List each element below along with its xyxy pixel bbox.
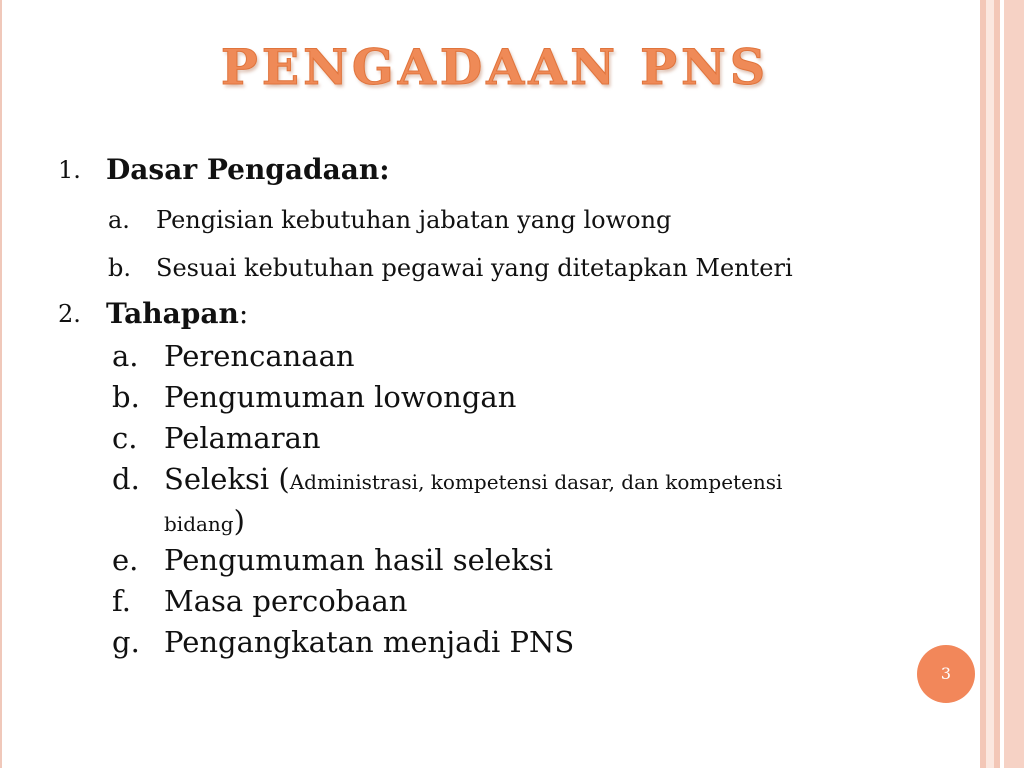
section-2-item-d-line1 — [164, 462, 782, 496]
section-2-number: 2. — [58, 300, 81, 328]
section-2-item-d-text: Seleksi ( — [164, 462, 290, 496]
section-2-item-g-marker: g. — [112, 625, 140, 659]
section-2-item-d-close: ) — [233, 504, 245, 538]
section-2-item-d-marker: d. — [112, 462, 140, 496]
section-1-item-b-marker: b. — [108, 254, 131, 282]
section-1-label: Dasar Pengadaan: — [106, 153, 390, 186]
section-2-item-d-line2 — [164, 504, 245, 538]
section-2-colon: : — [238, 297, 249, 330]
section-2-item-a-marker: a. — [112, 339, 139, 373]
section-2-item-c-marker: c. — [112, 421, 138, 455]
section-2-item-e-text: Pengumuman hasil seleksi — [164, 543, 553, 577]
section-2-item-a-text: Perencanaan — [164, 339, 355, 373]
section-2-item-g-text: Pengangkatan menjadi PNS — [164, 625, 575, 659]
section-2-item-b-marker: b. — [112, 380, 140, 414]
section-1-number: 1. — [58, 156, 81, 184]
left-border — [0, 0, 2, 768]
section-2-item-d-detail-1: Administrasi, kompetensi dasar, dan kompetensi — [289, 470, 783, 494]
section-2-item-f-text: Masa percobaan — [164, 584, 408, 618]
section-1-item-a-marker: a. — [108, 206, 130, 234]
slide-title: PENGADAAN PNS — [220, 38, 770, 96]
page-number-badge: 3 — [917, 645, 975, 703]
section-2-item-c-text: Pelamaran — [164, 421, 321, 455]
section-2-item-b-text: Pengumuman lowongan — [164, 380, 517, 414]
section-2-item-d-detail-2: bidang — [164, 512, 234, 536]
section-1-item-b-text: Sesuai kebutuhan pegawai yang ditetapkan Menteri — [156, 254, 793, 282]
section-2-item-f-marker: f. — [112, 584, 131, 618]
section-1-item-a-text: Pengisian kebutuhan jabatan yang lowong — [156, 206, 672, 234]
decorative-stripes — [978, 0, 1024, 768]
section-2-heading — [106, 297, 248, 330]
section-2-label: Tahapan — [106, 297, 239, 330]
section-2-item-e-marker: e. — [112, 543, 139, 577]
